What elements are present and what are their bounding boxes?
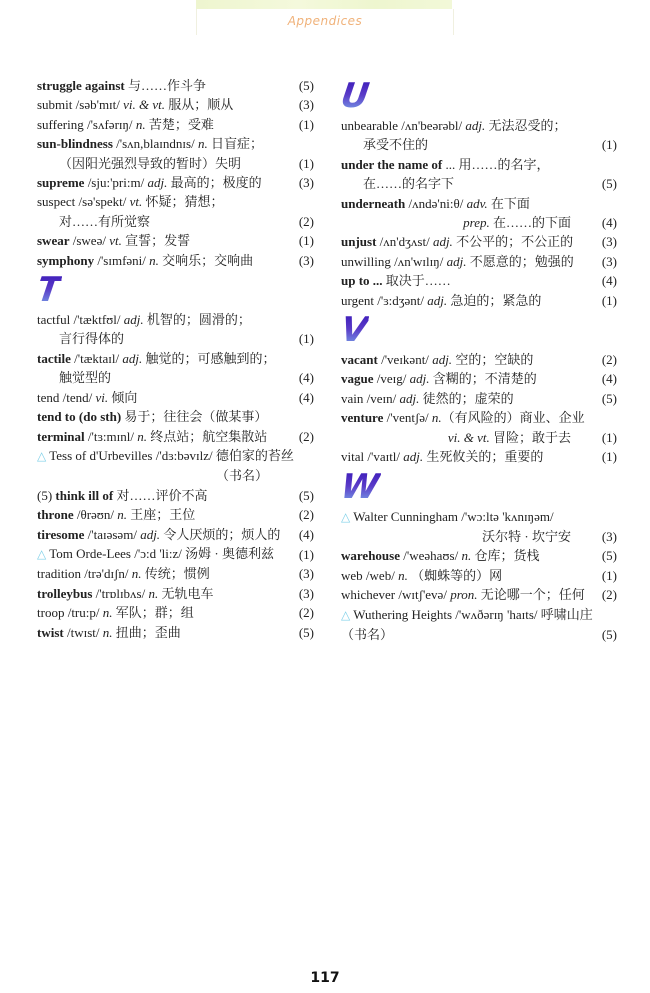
glossary-entry [341,291,617,310]
definition: 徒然的；虚荣的 [419,390,514,406]
page-number: 117 [310,970,340,986]
part-of-speech: n. [398,567,408,583]
headword: venture [341,410,384,426]
letter-u-icon: U [338,76,372,116]
phonetic: /'ventʃə/ [383,410,432,426]
glossary-entry [341,507,617,547]
unit-number: (1) [298,155,314,171]
headword: web [341,567,363,583]
phonetic: /'vaɪtl/ [364,449,404,465]
unit-number: (5) [298,78,314,93]
phonetic: /'ɔ:d 'li:z/ [131,545,186,561]
definition: 取决于…… [382,273,451,289]
definition: 服从；顺从 [165,97,234,113]
unit-number: (1) [298,546,314,562]
phonetic: /'sɪmfəni/ [94,252,150,268]
phonetic: /'wʌðərɪŋ 'haɪts/ [452,606,541,622]
unit-number: (3) [298,175,314,191]
definition: 苦楚；受难 [145,116,214,132]
glossary-entry [37,95,314,114]
glossary-entry [37,525,314,544]
headword: Wuthering Heights [353,606,452,622]
headword: Tess of d'Urbevilles [49,447,153,463]
definition: 无法忍受的； [485,118,567,133]
glossary-entry [37,349,314,388]
definition: 日盲症； [207,136,263,152]
definition: 军队；群；组 [112,605,194,621]
triangle-icon: △ [341,607,351,622]
phonetic: /veɪn/ [363,390,400,406]
unit-number: (2) [601,352,617,368]
headword: throne [37,507,74,523]
definition: 不公平的；不公正的 [452,234,574,250]
glossary-entry [37,173,314,192]
part-of-speech: n. [102,605,113,621]
unit-number: (1) [601,429,617,445]
definition: 含糊的；不清楚的 [429,371,537,387]
glossary-entry [341,369,617,388]
part-of-speech: n. [149,252,159,268]
definition: 易于；往往会（做某事） [121,409,268,425]
definition: 交响乐；交响曲 [158,252,254,268]
definition: 王座；王位 [127,507,196,523]
part-of-speech: adj. [427,292,448,308]
phonetic: /'sʌfərɪŋ/ [83,116,136,132]
definition: 传统；惯例 [141,566,210,582]
headword: suffering [37,116,84,132]
headword: submit [37,97,73,113]
definition-cont: （书名） [215,468,268,484]
definition: 德伯家的苔丝 [215,447,294,463]
phonetic: /θrəʊn/ [73,507,118,523]
unit-number: (1) [298,331,314,347]
phonetic: /'wɔ:ltə 'kʌnɪŋəm/ [457,508,554,524]
phonetic: /ʌn'wɪlɪŋ/ [390,253,447,269]
unit-number: (4) [601,215,617,231]
headword: tend [37,389,60,405]
right-column [338,76,617,644]
definition-cont: 触觉型的 [59,370,112,386]
triangle-icon: △ [341,509,351,524]
headword: vague [341,371,374,387]
definition-cont: （书名） [341,626,394,642]
phonetic: /ʌn'dʒʌst/ [376,234,433,250]
glossary-entry [37,76,314,95]
part-of-speech: adj. [403,449,424,465]
definition: 对……评价不高 [113,487,208,503]
part-of-speech: vi. & vt. [123,97,166,113]
glossary-entry [37,115,314,134]
phonetic: /'dɜ:bəvɪlz/ [152,447,216,463]
unit-number: (3) [298,252,314,268]
headword: vital [341,449,365,465]
part-of-speech: vt. [109,233,122,249]
definition: 宣誓；发誓 [121,233,191,249]
phonetic: /ʌn'beərəbl/ [398,118,466,133]
glossary-entry [37,388,314,407]
glossary-entry [37,486,314,505]
letter-v-icon: V [338,310,371,351]
glossary-entry [341,585,617,604]
definition: 无论哪一个；任何 [477,587,585,603]
part-of-speech: adj. [122,350,143,366]
definition: 无轨电车 [158,585,214,601]
headword: vacant [341,352,378,368]
definition: 急迫的；紧急的 [447,292,542,308]
glossary-entry [341,408,617,447]
letter-t-icon: T [34,270,64,311]
part-of-speech: adj. [446,253,467,269]
phonetic: /'tæktaɪl/ [70,350,123,366]
unit-number: (4) [601,371,617,387]
letter-heading [338,310,617,351]
definition: 与……作斗争 [124,78,207,93]
phonetic: /səb'mɪt/ [72,97,124,113]
glossary-entry [37,446,314,486]
part-of-speech: adj. [147,175,168,191]
phonetic: /'weəhaʊs/ [399,548,462,564]
definition: ... 用……的名字， [442,156,550,172]
headword: underneath [341,195,406,211]
unit-number: (4) [298,526,314,542]
glossary-entry [341,232,617,251]
unit-number: (5) [601,626,617,642]
headword: unjust [341,234,377,250]
phonetic: /'veɪkənt/ [377,352,433,368]
definition: （蜘蛛等的）网 [407,567,503,583]
phonetic: /web/ [362,567,399,583]
unit-number: (3) [601,253,617,269]
headword: twist [37,624,64,640]
unit-number: (1) [298,116,314,132]
phonetic: /ʌndə'ni:θ/ [405,195,467,211]
part-of-speech: n. [117,507,128,523]
headword: vain [341,390,364,406]
phonetic: /'tɜ:mɪnl/ [84,428,138,444]
phonetic: /wɪtʃ'evə/ [395,587,451,603]
headword: tradition [37,566,82,582]
unit-number: (4) [601,273,617,289]
section-title: Appendices [287,14,363,28]
phonetic: /'sʌn,blaɪndnɪs/ [112,136,198,152]
headword: trolleybus [37,585,93,601]
phonetic: /trə'dɪʃn/ [81,566,132,582]
part-of-speech: adj. [399,390,420,406]
unit-number: (3) [298,97,314,113]
unit-number: (1) [601,137,617,153]
headword: tiresome [37,526,85,542]
definition: 空的；空缺的 [452,352,534,368]
headword: Walter Cunningham [353,508,458,524]
headword: terminal [37,428,85,444]
glossary-entry [37,134,314,173]
phonetic: /sə'spekt/ [75,194,130,210]
part-of-speech: adj. [465,118,486,133]
letter-heading [338,76,617,116]
definition: 令人厌烦的；烦人的 [160,526,281,542]
glossary-entry [37,564,314,583]
definition: 最高的；极度的 [167,175,262,191]
definition: 触觉的；可感触到的； [142,350,276,366]
phonetic: /tru:p/ [64,605,103,621]
definition: 机智的；圆滑的； [143,312,251,328]
glossary-entry [341,389,617,408]
unit-number: (3) [298,566,314,582]
headword: unwilling [341,253,391,269]
definition: 扭曲；歪曲 [112,624,181,640]
part-of-speech: adj. [123,312,144,328]
headword: sun-blindness [37,136,113,152]
glossary-entry [341,194,617,233]
definition: 仓库；货栈 [471,548,540,564]
glossary-entry [37,544,314,564]
unit-number: (3) [601,528,617,544]
unit-number: (1) [298,233,314,249]
glossary-entry [341,566,617,585]
part-of-speech: adv. [466,195,488,211]
headword: think ill of [55,487,114,503]
part-of-speech: prep. [463,215,490,231]
phonetic: /'tæktfʊl/ [70,312,124,328]
glossary-entry [37,192,314,231]
glossary-entry [341,605,617,645]
definition: 在下面 [487,195,530,211]
left-column [34,76,314,642]
headword: unbearable [341,118,399,133]
part-of-speech: n. [431,410,442,426]
unit-number: (3) [298,585,314,601]
definition-cont: （因阳光强烈导致的暂时）失明 [59,155,242,171]
unit-number: (1) [601,449,617,465]
headword: up to ... [341,273,383,289]
unit-number: (2) [298,213,314,229]
glossary-entry [341,271,617,290]
glossary-entry [37,427,314,446]
unit-number: (1) [601,292,617,308]
part-of-speech: pron. [450,587,478,603]
glossary-entry [341,116,617,155]
definition-cont: 沃尔特 · 坎宁安 [482,528,571,544]
part-of-speech: n. [131,566,142,582]
headword: under the name of [341,156,443,172]
triangle-icon: △ [37,448,47,463]
definition: 怀疑；猜想； [142,194,224,210]
phonetic: /tend/ [59,389,96,405]
phonetic: /veɪg/ [373,371,410,387]
part-of-speech: n. [137,428,147,444]
glossary-entry [37,231,314,250]
definition-cont: 言行得体的 [59,331,125,347]
part-of-speech: adj. [140,526,161,542]
unit-number: (5) [298,624,314,640]
part-of-speech: n. [135,116,146,132]
unit-number: (4) [298,370,314,386]
glossary-entry [37,505,314,524]
definition-cont: 对……有所觉察 [59,213,151,229]
headword: suspect [37,194,76,210]
part-of-speech: n. [461,548,472,564]
glossary-entry [37,584,314,603]
triangle-icon: △ [37,546,47,561]
part-of-speech: vi. & vt. [447,429,490,445]
glossary-entry [341,546,617,565]
glossary-entry [37,407,314,426]
glossary-entry [341,252,617,271]
part-of-speech: vt. [129,194,143,210]
definition: （有风险的）商业、企业 [441,410,585,426]
part-of-speech: adj. [409,371,430,387]
glossary-entry [37,603,314,622]
part-of-speech: n. [197,136,208,152]
headword: tend to (do sth) [37,409,122,425]
header-decor-band [196,0,452,9]
glossary-entry [341,350,617,369]
headword: warehouse [341,548,400,564]
letter-w-icon: W [338,466,382,507]
definition: 终点站；航空集散站 [147,428,268,444]
unit-number: (2) [601,587,617,603]
unit-number: (2) [298,507,314,523]
definition: 生死攸关的；重要的 [423,449,544,465]
phonetic: /twɪst/ [63,624,103,640]
page-header [196,9,454,35]
glossary-entry [37,310,314,349]
glossary-entry [341,447,617,466]
unit-number: (2) [298,428,314,444]
part-of-speech: n. [102,624,113,640]
phonetic: /sju:'pri:m/ [84,175,148,191]
definition: 汤姆 · 奥德利兹 [185,545,274,561]
definition: 不愿意的；勉强的 [466,253,574,269]
phonetic: /'taɪəsəm/ [84,526,141,542]
phonetic: /'ɜ:dʒənt/ [373,292,428,308]
unit-number: (3) [601,234,617,250]
part-of-speech: n. [148,585,159,601]
unit-number: (5) [601,548,617,564]
glossary-entry [37,251,314,270]
unit-number: (1) [601,567,617,583]
letter-heading [338,466,617,507]
definition-cont: 承受不住的 [363,137,429,153]
glossary-entry [341,155,617,194]
headword: tactful [37,312,71,328]
glossary-entry [37,623,314,642]
headword: troop [37,605,65,621]
definition: 倾向 [108,389,138,405]
headword: whichever [341,587,396,603]
phonetic: /sweə/ [69,233,110,249]
part-of-speech: vi. [95,389,109,405]
headword: Tom Orde-Lees [49,545,131,561]
definition-cont: 在……的名字下 [363,176,455,192]
phonetic: /'trɒlɪbʌs/ [92,585,149,601]
definition: 呼啸山庄 [540,606,593,622]
headword: swear [37,233,70,249]
unit-number: (4) [298,389,314,405]
headword: symphony [37,252,95,268]
unit-number: (5) [601,390,617,406]
unit-number: (2) [298,605,314,621]
unit-number: (5) [601,176,617,192]
headword: tactile [37,350,71,366]
unit-prefix: (5) [37,487,56,503]
definition-cont: 冒险；敢于去 [489,429,571,445]
letter-heading [34,270,314,311]
part-of-speech: adj. [432,234,453,250]
headword: struggle against [37,78,125,93]
part-of-speech: adj. [432,352,453,368]
definition-cont: 在……的下面 [489,215,571,231]
headword: supreme [37,175,85,191]
headword: urgent [341,292,374,308]
unit-number: (5) [298,487,314,503]
